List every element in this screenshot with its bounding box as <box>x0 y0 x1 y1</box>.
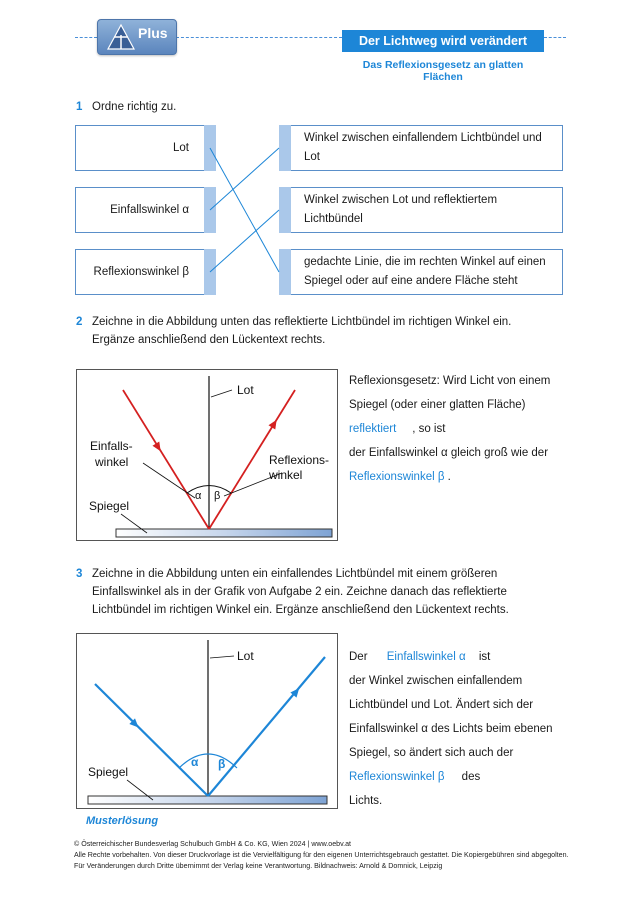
worksheet-subtitle: Das Reflexionsgesetz an glatten Flächen <box>362 59 524 83</box>
label-alpha: α <box>195 490 202 502</box>
label-reflex-1: Reflexions- <box>269 453 330 467</box>
reflected-ray <box>208 657 325 796</box>
task2-number: 2 <box>76 316 83 328</box>
task2-instruction-line1: Zeichne in die Abbildung unten das reflektierte Lichtbündel im richtigen Winkel ein. <box>92 316 512 328</box>
cloze3-line5: Spiegel, so ändert sich auch der <box>349 747 514 759</box>
cloze3-line1 <box>349 645 569 669</box>
cloze2-line1: Reflexionsgesetz: Wird Licht von einem <box>349 375 551 387</box>
task3-cloze-text <box>349 645 569 813</box>
task2-instruction-line2: Ergänze anschließend den Lückentext rechts. <box>92 334 326 346</box>
label-einfall-2: winkel <box>95 455 129 469</box>
task1-number: 1 <box>76 101 83 113</box>
cloze3-before1: Der <box>349 651 368 663</box>
match-left-label: Reflexionswinkel β <box>93 266 189 278</box>
cloze3-line7: Lichts. <box>349 795 383 807</box>
incident-ray <box>95 684 208 796</box>
label-beta: β <box>218 757 226 771</box>
cloze2-line5 <box>349 465 569 489</box>
footer-copyright: © Österreichischer Bundesverlag Schulbuch GmbH & Co. KG, Wien 2024 | www.oebv.at <box>74 840 352 848</box>
label-einfall-1: Einfalls- <box>90 439 133 453</box>
label-reflex-2: winkel <box>269 468 303 482</box>
task3-instruction-line1: Zeichne in die Abbildung unten ein einfallendes Lichtbündel mit einem größeren <box>92 568 498 580</box>
match-left-label: Einfallswinkel α <box>110 204 189 216</box>
cloze3-after2: des <box>461 771 481 783</box>
leader-einfall <box>143 463 195 498</box>
label-spiegel: Spiegel <box>89 499 130 513</box>
reflected-arrow-icon <box>268 418 280 430</box>
task3-instruction-line2: Einfallswinkel als in der Grafik von Aufgabe 2 ein. Zeichne danach das reflektierte <box>92 586 507 598</box>
cloze3-answer-einfallswinkel[interactable]: Einfallswinkel α <box>386 651 466 663</box>
reflection-figure-1 <box>76 369 338 541</box>
reflection-figure-1-svg <box>77 370 337 540</box>
footer-rights: Alle Rechte vorbehalten. Von dieser Druckvorlage ist die Vervielfältigung für den eigenen Unterrichtsgebrauch gestattet. Die Kopiergebühren sind abgegolten. <box>74 851 569 859</box>
reflection-figure-2 <box>76 633 338 809</box>
label-lot: Lot <box>237 383 254 397</box>
cloze2-line2: Spiegel (oder einer glatten Fläche) <box>349 399 526 411</box>
worksheet-title: Der Lichtweg wird verändert <box>342 30 544 52</box>
connector-einfallswinkel <box>210 148 279 210</box>
cloze3-line4: Einfallswinkel α des Lichts beim ebenen <box>349 723 553 735</box>
cloze3-answer-reflexionswinkel[interactable]: Reflexionswinkel β <box>349 771 445 783</box>
task2-cloze-text <box>349 369 569 489</box>
cloze3-line6 <box>349 765 569 789</box>
reflection-figure-2-svg <box>77 634 337 808</box>
connector-reflexionswinkel <box>210 210 279 272</box>
cloze2-line3 <box>349 417 569 441</box>
task3-number: 3 <box>76 568 83 580</box>
match-right-label: gedachte Linie, die im rechten Winkel auf einen Spiegel oder auf eine andere Fläche steht <box>304 256 546 287</box>
cloze2-line4: der Einfallswinkel α gleich groß wie der <box>349 447 549 459</box>
mirror <box>88 796 327 804</box>
cloze2-after2: . <box>447 471 451 483</box>
match-left-label: Lot <box>173 142 189 154</box>
label-alpha: α <box>191 755 199 769</box>
footer-disclaimer: Für Veränderungen durch Dritte übernimmt der Verlag keine Verantwortung. Bildnachweis: Arnold & Domnick, Leipzig <box>74 862 443 870</box>
label-beta: β <box>214 490 221 502</box>
match-right-label: Winkel zwischen Lot und reflektiertem Lichtbündel <box>304 194 498 225</box>
leader-lot <box>210 656 234 658</box>
cloze2-answer-reflexionswinkel[interactable]: Reflexionswinkel β <box>349 471 445 483</box>
label-lot: Lot <box>237 649 254 663</box>
incident-ray <box>123 390 209 529</box>
cloze3-after1: ist <box>478 651 491 663</box>
solution-label: Musterlösung <box>86 815 159 827</box>
logo-text: Plus <box>138 25 168 41</box>
match-right-label: Winkel zwischen einfallendem Lichtbündel und Lot <box>304 132 542 163</box>
task3-instruction-line3: Lichtbündel im richtigen Winkel ein. Ergänze anschließend den Lückentext rechts. <box>92 604 509 616</box>
task1-instruction: Ordne richtig zu. <box>92 101 177 113</box>
match-connector-lines <box>0 0 640 320</box>
incident-arrow-icon <box>152 441 164 453</box>
leader-lot <box>211 390 232 397</box>
cloze3-line3: Lichtbündel und Lot. Ändert sich der <box>349 699 534 711</box>
cloze2-answer-reflektiert[interactable]: reflektiert <box>349 423 397 435</box>
cloze3-line2: der Winkel zwischen einfallendem <box>349 675 523 687</box>
footer <box>74 839 569 872</box>
mirror <box>116 529 332 537</box>
label-spiegel: Spiegel <box>88 765 129 779</box>
cloze2-after1: , so ist <box>412 423 446 435</box>
connector-lot <box>210 148 279 272</box>
